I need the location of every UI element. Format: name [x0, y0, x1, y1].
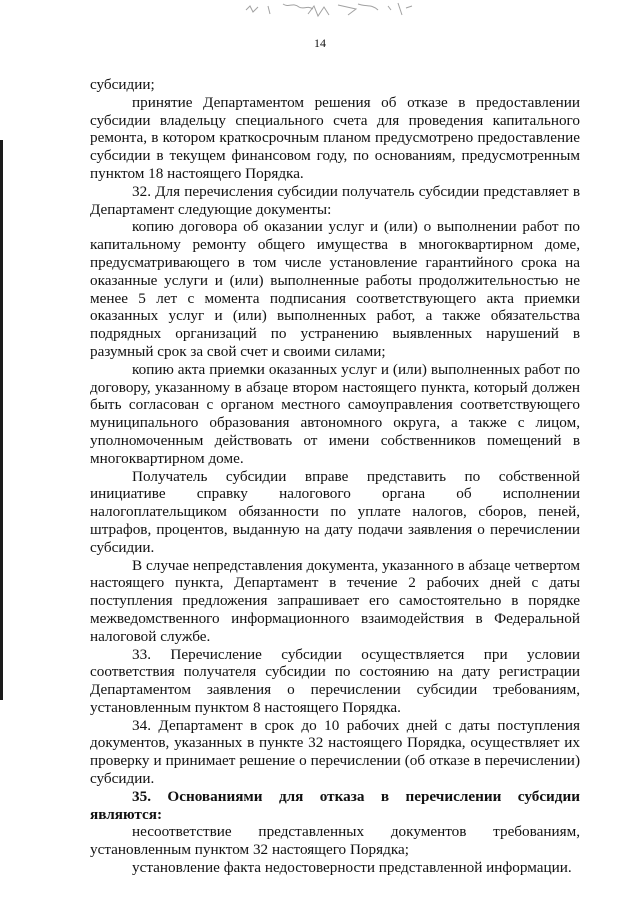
paragraph: 35. Основаниями для отказа в перечислении субсидии являются:: [90, 787, 580, 823]
scan-artifact-marks: [238, 0, 418, 22]
paragraph: принятие Департаментом решения об отказе в предоставлении субсидии владельцу специального счета для проведения капитального ремонта, в котором краткосрочным планом предусмотрено предоставление субсидии в текущем финансовом году, по основаниям, предусмотренным пунктом 18 настоящего Порядка.: [90, 93, 580, 182]
paragraph: копию договора об оказании услуг и (или) о выполнении работ по капитальному ремонту общего имущества в многоквартирном доме, предусматривающего в том числе установление гарантийного срока на оказанные услуги и (или) выполненные работы продолжительностью не менее 5 лет с момента подписания соответствующего акта приемки оказанных услуг и (или) выполненных работ, а также обязательства подрядных организаций по устранению выявленных нарушений в разумный срок за свой счет и своими силами;: [90, 218, 580, 360]
paragraph: копию акта приемки оказанных услуг и (или) выполненных работ по договору, указанному в абзаце втором настоящего пункта, который должен быть согласован с органом местного самоуправления соответствующего муниципального образования автономного округа, а также с лицом, уполномоченным действовать от имени собственников помещений в многоквартирном доме.: [90, 360, 580, 467]
paragraph: несоответствие представленных документов требованиям, установленным пунктом 32 настоящего Порядка;: [90, 823, 580, 859]
paragraph: субсидии;: [90, 76, 155, 93]
page-number: 14: [314, 36, 326, 50]
paragraph: В случае непредставления документа, указанного в абзаце четвертом настоящего пункта, Департамент в течение 2 рабочих дней с даты поступления предложения запрашивает его самостоятельно в порядке межведомственного информационного взаимодействия в Федеральной налоговой службе.: [90, 556, 580, 645]
paragraph: 34. Департамент в срок до 10 рабочих дней с даты поступления документов, указанных в пункте 32 настоящего Порядка, осуществляет их проверку и принимает решение о перечислении (об отказе в перечислении) субсидии.: [90, 716, 580, 788]
scan-edge-bar: [0, 140, 3, 700]
document-body: [90, 76, 580, 877]
paragraph: 33. Перечисление субсидии осуществляется при условии соответствия получателя субсидии по состоянию на дату регистрации Департаментом заявления о перечислении субсидии требованиям, установленным пунктом 8 настоящего Порядка.: [90, 645, 580, 716]
paragraph: Получатель субсидии вправе представить по собственной инициативе справку налогового органа об исполнении налогоплательщиком обязанности по уплате налогов, сборов, пеней, штрафов, процентов, выданную на дату подачи заявления о перечислении субсидии.: [90, 467, 580, 556]
paragraph: установление факта недостоверности представленной информации.: [132, 859, 572, 877]
paragraph: 32. Для перечисления субсидии получатель субсидии представляет в Департамент следующие документы:: [90, 182, 580, 218]
